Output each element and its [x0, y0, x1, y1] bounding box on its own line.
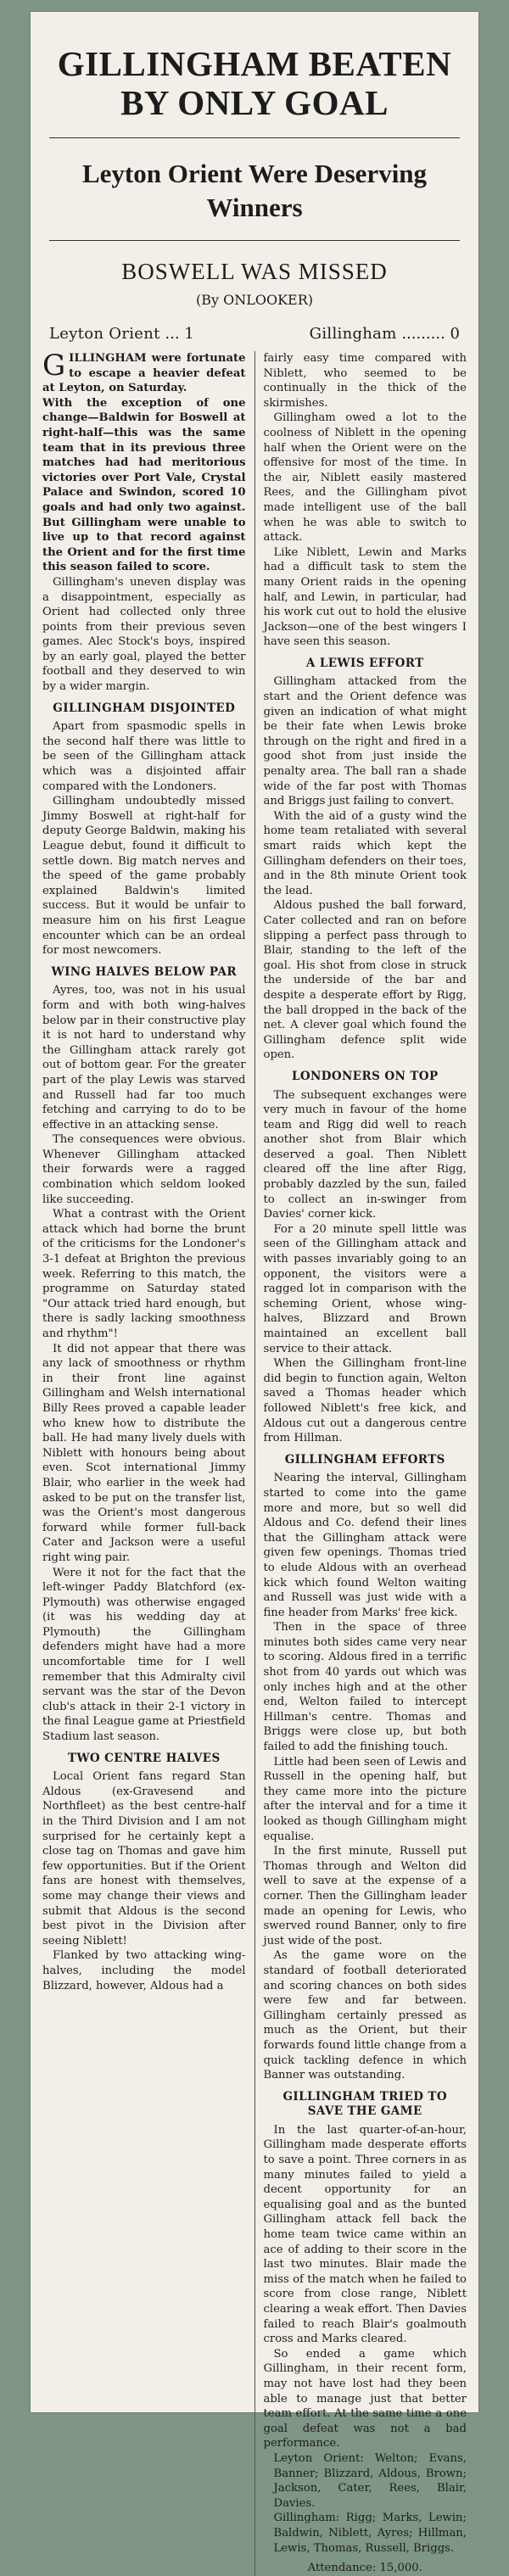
paragraph-text: As the game wore on the standard of football deteriorated and scoring chances on both sides were few and far between. Gillingham certainly pressed as much as the Orient, but their forwards found little change from a quick tackling defence in which Banner was outstanding.: [263, 1949, 467, 2082]
paragraph-text: Gillingham attacked from the start and the Orient defence was given an indication of what might be their fate when Lewis broke through on the right and fired in a good shot from just inside the penalty area. The ball ran a shade wide of the far post with Thomas and Briggs just failing to convert.: [263, 675, 467, 808]
paragraph-text: Apart from spasmodic spells in the second half there was little to be seen of the Gillingham attack which was a disjointed affair compared with the Londoners.: [42, 720, 246, 793]
away-goals: ......... 0: [401, 325, 460, 343]
score-home: [49, 325, 194, 343]
paragraph-text: Aldous pushed the ball forward, Cater collected and ran on before slipping a perfect pass through to Blair, standing to the left of the goal. His shot from close in struck the underside of the bar and despite a desperate effort by Rigg, the ball dropped in the back of the net. A clever goal which found the Gillingham defence split wide open.: [263, 899, 467, 1062]
paragraph: [264, 2347, 467, 2451]
paragraph-text: Gillingham undoubtedly missed Jimmy Boswell at right-half for deputy George Baldwin, making his League debut, found it difficult to settle down. Big match nerves and the speed of the game probably explained Baldwin's limited success. But it would be unfair to measure him on his first League encounter which can be an ordeal for most newcomers.: [42, 795, 246, 958]
paragraph-text: With the exception of one change—Baldwin for Boswell at right-half—this was the same team that in its previous three matches had had meritorious victories over Port Vale, Crystal Palace and Swindon, scored 10 goals and had only two against. But Gillingham were unable to live up to that record against the Orient and for the first time this season failed to score.: [42, 396, 246, 574]
paragraph-text: Flanked by two attacking wing-halves, including the model Blizzard, however, Aldous had a: [42, 1949, 246, 1992]
paragraph-text: Attendance: 15,000.: [307, 2562, 422, 2575]
paragraph: [42, 1207, 246, 1341]
attendance: [264, 2561, 467, 2576]
paragraph-text: What a contrast with the Orient attack which had borne the brunt of the criticisms for the Londoner's 3-1 defeat at Brighton the previous week. Referring to this match, the programme on Saturday stated "Our attack tried hard enough, but there is sadly lacking smoothness and rhythm"!: [42, 1208, 246, 1340]
paragraph: [264, 1620, 467, 1754]
paragraph-text: In the last quarter-of-an-hour, Gillingham made desperate efforts to save a point. Three corners in as many minutes failed to yield a decent opportunity for an equalising goal and as the bunted Gillingham attack fell back the home team twice came within an ace of adding to their score in the last two minutes. Blair made the miss of the match when he failed to score from close range, Niblett clearing a weak effort. Then Davies failed to reach Blair's goalmouth cross and Marks cleared.: [263, 2123, 467, 2346]
team-lineup: [264, 2511, 467, 2556]
paragraph: [264, 1088, 467, 1222]
paragraph-text: Like Niblett, Lewin and Marks had a difficult task to stem the many Orient raids in the opening half, and Lewin, in particular, had his work cut out to hold the elusive Jackson—one of the best wingers I have seen this season.: [263, 545, 467, 649]
paragraph-text: The subsequent exchanges were very much in favour of the home team and Rigg did well to reach another shot from Blair which deserved a goal. Then Niblett cleared off the line after Rigg, probably dazzled by the sun, failed to collect an in-swinger from Davies' corner kick.: [263, 1088, 467, 1221]
score-away: [310, 325, 460, 343]
paragraph-text: So ended a game which Gillingham, in their recent form, may not have lost had they been able to manage just that better team effort. At the same time a one goal defeat was not a bad performance.: [263, 2347, 467, 2450]
headline-main: GILLINGHAM BEATEN BY ONLY GOAL: [57, 44, 452, 122]
paragraph: [264, 1844, 467, 1948]
divider: [49, 240, 460, 241]
paragraph: [264, 809, 467, 899]
paragraph: [42, 575, 246, 695]
paragraph-text: Gillingham owed a lot to the coolness of Niblett in the opening half when the Orient were on the offensive for most of the time. In the air, Niblett easily mastered Rees, and the Gillingham pivot made intelligent use of the ball when he was able to switch to attack.: [263, 411, 467, 545]
score-line: [49, 325, 460, 343]
paragraph-text: Nearing the interval, Gillingham started to come into the game more and more, but so well did Aldous and Co. defend their lines that the Gillingham attack were given few openings. Thomas tried to elude Aldous with an overhead kick which found Welton waiting and Russell was just wide with a fine header from Marks' free kick.: [263, 1472, 467, 1619]
team-lineup: [264, 2451, 467, 2511]
paragraph: [42, 983, 246, 1132]
section-subheading: [42, 965, 246, 981]
paragraph-text: TWO CENTRE HALVES: [67, 1751, 221, 1765]
paragraph: [42, 1769, 246, 1948]
headline-third: BOSWELL WAS MISSED: [121, 259, 388, 284]
byline: (By ONLOOKER): [195, 292, 314, 308]
paragraph: [264, 2123, 467, 2347]
paragraph-text: Leyton Orient: Welton; Evans, Banner; Blizzard, Aldous, Brown; Jackson, Cater, Rees, Blair, Davies.: [273, 2451, 467, 2510]
away-team: Gillingham: [309, 325, 397, 343]
right-column: [255, 351, 467, 2576]
paragraph-text: Were it not for the fact that the left-winger Paddy Blatchford (ex-Plymouth) was otherwise engaged (it was his wedding day at Plymouth) the Gillingham defenders might have had a more uncomfortable time for I well remember that this Admiralty civil servant was the star of the Devon club's attack in their 2-1 victory in the final League game at Priestfield Stadium last season.: [42, 1566, 246, 1744]
paragraph: [264, 411, 467, 545]
section-subheading: [264, 657, 467, 672]
paragraph: [264, 1356, 467, 1446]
drop-cap: G: [42, 349, 66, 383]
paragraph-text: GILLINGHAM TRIED TO SAVE THE GAME: [282, 2089, 448, 2119]
paragraph-text: LONDONERS ON TOP: [291, 1069, 439, 1083]
paragraph: [42, 1948, 246, 1993]
paragraph-text: With the aid of a gusty wind the home team retaliated with several smart raids which kept the Gillingham defenders on their toes, and in the 8th minute Orient took the lead.: [263, 809, 467, 897]
lead-paragraph: [42, 396, 246, 575]
paragraph: [42, 794, 246, 958]
lead-paragraph: [42, 351, 246, 396]
divider: [49, 137, 460, 138]
paragraph: [264, 1948, 467, 2082]
paragraph-text: For a 20 minute spell little was seen of the Gillingham attack and with passes invariably going to an opponent, the visitors were a ragged lot in comparison with the scheming Orient, whose wing-halves, Blizzard and Brown maintained an excellent ball service to their attack.: [263, 1222, 467, 1355]
paragraph-text: Gillingham's uneven display was a disappointment, especially as Orient had collected only three points from their previous seven games. Alec Stock's boys, inspired by an early goal, played the better football and they deserved to win by a wider margin.: [42, 575, 246, 694]
section-subheading: [42, 1752, 246, 1767]
paragraph: [264, 351, 467, 411]
home-team: Leyton Orient: [49, 325, 160, 343]
paragraph-text: GILLINGHAM EFFORTS: [284, 1452, 445, 1467]
paragraph-text: Then in the space of three minutes both sides came very near to scoring. Aldous fired in a terrific shot from 40 yards out which was only inches high and at the other end, Welton failed to intercept Hillman's centre. Thomas and Briggs were close up, but both failed to add the finishing touch.: [263, 1621, 467, 1754]
paragraph: [264, 1222, 467, 1356]
paragraph-text: Ayres, too, was not in his usual form and with both wing-halves below par in their constructive play it is not hard to understand why the Gillingham attack rarely got out of bottom gear. For the greater part of the play Lewis was starved and Russell had far too much fetching and carrying to do to be effective in an attacking sense.: [42, 984, 246, 1132]
paragraph: [264, 674, 467, 808]
article-body: [42, 351, 467, 2576]
paragraph-text: It did not appear that there was any lack of smoothness or rhythm in their front line against Gillingham and Welsh international Billy Rees proved a capable leader who knew how to distribute the ball. He had many lively duels with Niblett with honours being about even. Scot international Jimmy Blair, who earlier in the week had asked to be put on the transfer list, was the Orient's most dangerous forward while former full-back Cater and Jackson were a useful right wing pair.: [42, 1342, 246, 1564]
home-goals: ... 1: [165, 325, 194, 343]
paragraph: [264, 1471, 467, 1620]
paragraph-text: Gillingham: Rigg; Marks, Lewin; Baldwin, Niblett, Ayres; Hillman, Lewis, Thomas, Russell, Briggs.: [273, 2512, 467, 2555]
section-subheading: [264, 1070, 467, 1085]
headline-second: Leyton Orient Were Deserving Winners: [81, 159, 428, 222]
paragraph-text: GILLINGHAM DISJOINTED: [53, 701, 236, 715]
paragraph-text: fairly easy time compared with Niblett, who seemed to be continually in the thick of the skirmishes.: [263, 352, 467, 410]
section-subheading: [42, 701, 246, 717]
paragraph: [42, 1566, 246, 1745]
paragraph-text: ILLINGHAM were fortunate to escape a heavier defeat at Leyton, on Saturday.: [42, 352, 246, 395]
paragraph-text: WING HALVES BELOW PAR: [51, 964, 237, 979]
paragraph-text: When the Gillingham front-line did begin to function again, Welton saved a Thomas header which followed Niblett's free kick, and Aldous cut out a dangerous centre from Hillman.: [263, 1357, 467, 1445]
paragraph-text: The consequences were obvious. Whenever Gillingham attacked their forwards were a ragged combination which seldom looked like succeeding.: [42, 1133, 246, 1206]
newspaper-clipping: [31, 12, 478, 2575]
paragraph: [42, 719, 246, 794]
section-subheading: [264, 1453, 467, 1468]
paragraph-text: Local Orient fans regard Stan Aldous (ex-Gravesend and Northfleet) as the best centre-half in the Third Division and I am not surprised for he certainly kept a close tag on Thomas and gave him few opportunities. But if the Orient fans are honest with themselves, some may change their views and submit that Aldous is the second best pivot in the Division after seeing Niblett!: [42, 1770, 246, 1947]
paragraph-text: A LEWIS EFFORT: [305, 656, 424, 670]
paragraph-text: Little had been seen of Lewis and Russell in the opening half, but they came more into the picture after the interval and for a time it looked as though Gillingham might equalise.: [263, 1755, 467, 1843]
paragraph: [264, 898, 467, 1063]
paragraph: [264, 545, 467, 650]
paragraph: [42, 1342, 246, 1566]
paragraph: [42, 1132, 246, 1207]
left-column: [42, 351, 255, 2576]
paragraph-text: In the first minute, Russell put Thomas through and Welton did well to save at the expense of a corner. Then the Gillingham leader made an opening for Lewis, who swerved round Banner, only to fire just wide of the post.: [263, 1845, 467, 1947]
paragraph: [264, 1755, 467, 1845]
section-subheading: [264, 2090, 467, 2120]
